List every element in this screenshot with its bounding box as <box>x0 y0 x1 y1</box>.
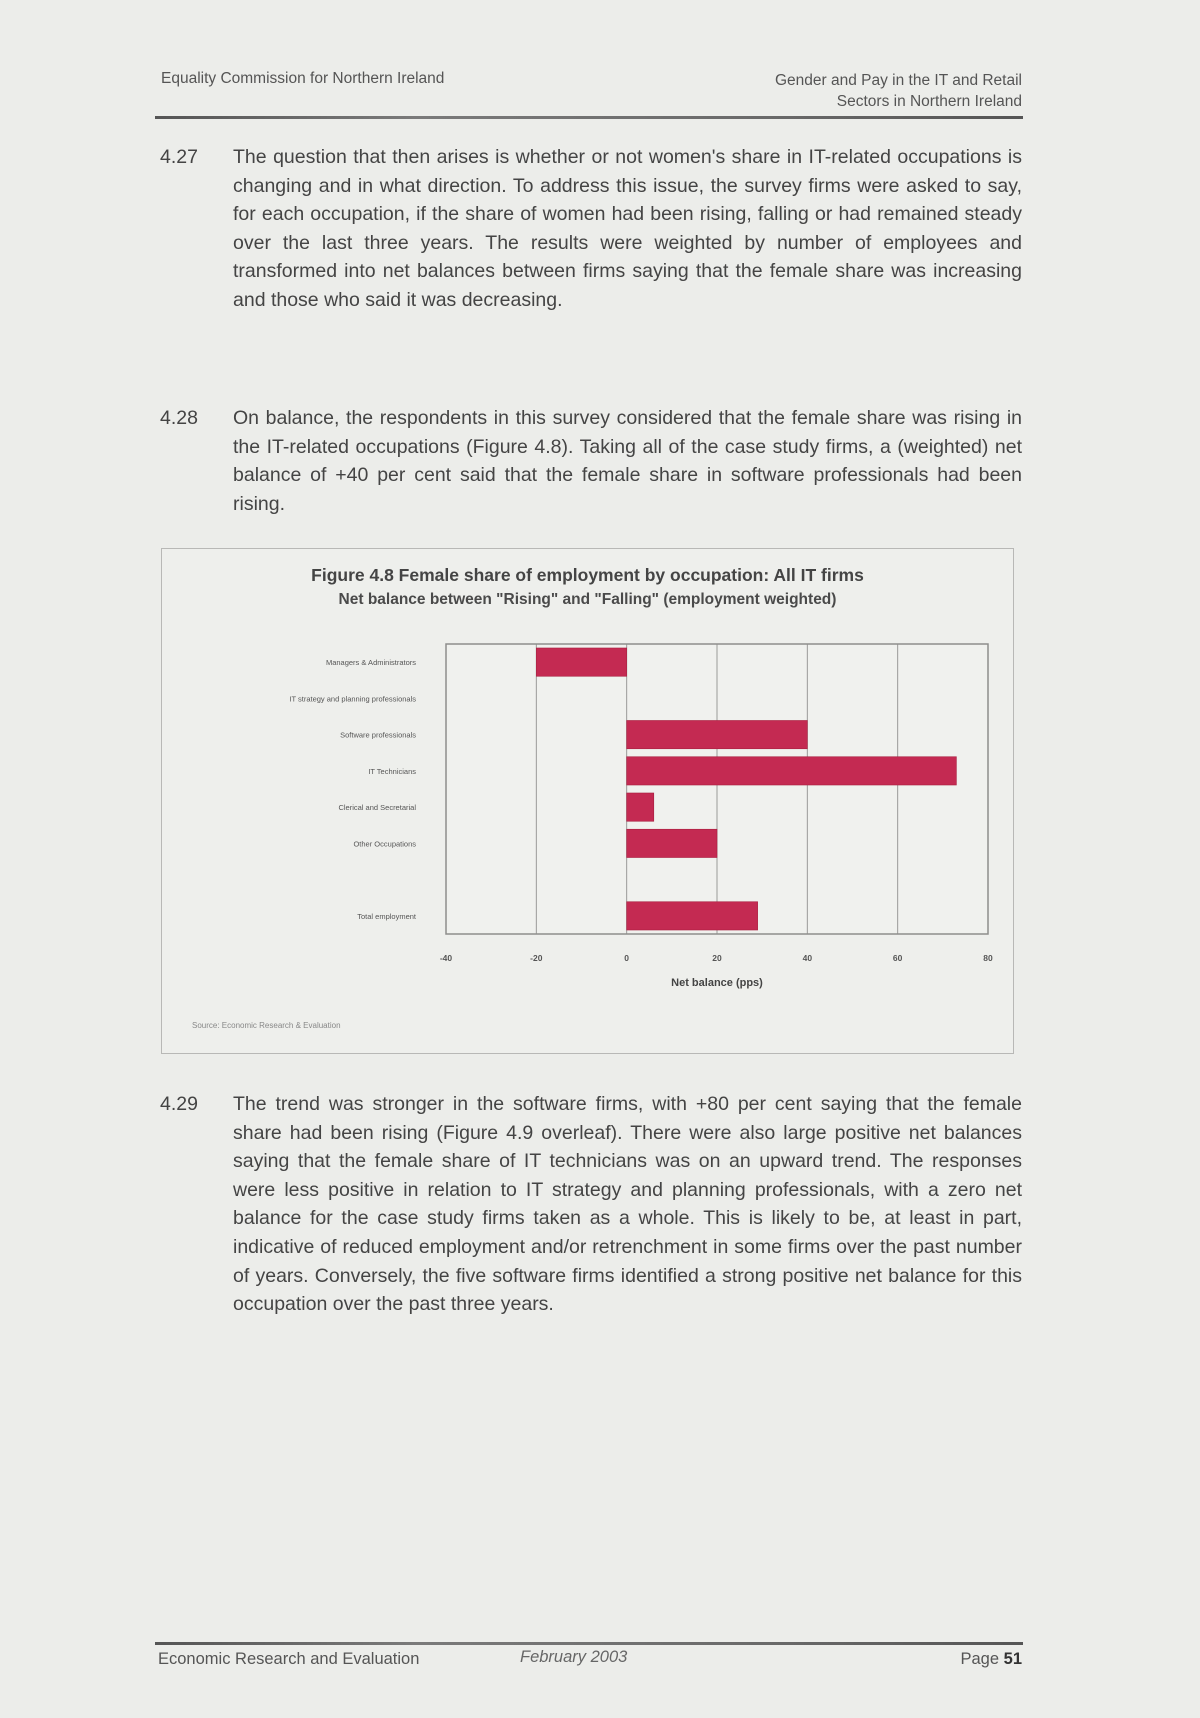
paragraph-number: 4.28 <box>160 407 198 429</box>
bar <box>627 829 717 857</box>
category-label: Managers & Administrators <box>325 658 416 668</box>
category-label: Total employment <box>357 911 416 921</box>
header-report-title-line1: Gender and Pay in the IT and Retail <box>774 72 1022 89</box>
bar <box>627 793 654 821</box>
paragraph-number: 4.27 <box>160 146 198 168</box>
header-organization: Equality Commission for Northern Ireland <box>161 70 445 87</box>
chart-title: Figure 4.8 Female share of employment by occupation: All IT firms <box>311 565 864 585</box>
x-tick-label: -40 <box>439 953 453 963</box>
x-tick-label: 0 <box>624 953 630 963</box>
paragraph-4-27 <box>160 143 1022 315</box>
bar <box>627 902 758 930</box>
header-report-title-line2: Sectors in Northern Ireland <box>836 93 1022 110</box>
paragraph-number: 4.29 <box>160 1093 198 1115</box>
paragraph-text: The trend was stronger in the software firms, with +80 per cent saying that the female share had been rising (Figure 4.9 overleaf). There were also large positive net balances saying that the female share of IT technicians was on an upward trend. The responses were less positive in relation to IT strategy and planning professionals, with a zero net balance for the case study firms taken as a whole. This is likely to be, at least in part, indicative of reduced employment and/or retrenchment in some firms over the past number of years. Conversely, the five software firms identified a strong positive net balance for this occupation over the past three years. <box>233 1093 1022 1316</box>
x-tick-label: 60 <box>892 953 903 963</box>
paragraph-4-28 <box>160 404 1022 518</box>
bar-chart <box>162 549 1013 1053</box>
bar <box>536 648 626 676</box>
paragraph-text: On balance, the respondents in this survey considered that the female share was rising in the IT-related occupations (Figure 4.8). Taking all of the case study firms, a (weighted) net balance of +40 per cent said that the female share in software professionals had been rising. <box>233 407 1022 515</box>
header-report-title <box>775 70 1022 112</box>
paragraph-text: The question that then arises is whether or not women's share in IT-related occupations is changing and in what direction. To address this issue, the survey firms were asked to say, for each occupation, if the share of women had been rising, falling or had remained steady over the last three years. The results were weighted by number of employees and transformed into net balances between firms saying that the female share was increasing and those who said it was decreasing. <box>233 146 1022 311</box>
x-tick-label: -20 <box>530 953 543 963</box>
header-divider <box>155 116 1023 119</box>
paragraph-4-29 <box>160 1090 1022 1319</box>
category-label: IT strategy and planning professionals <box>289 694 416 704</box>
x-axis-label: Net balance (pps) <box>671 977 763 989</box>
category-label: IT Technicians <box>368 766 416 776</box>
footer-divider <box>155 1642 1023 1645</box>
figure-4-8 <box>161 548 1014 1054</box>
x-tick-label: 20 <box>712 953 722 963</box>
bar <box>627 757 957 785</box>
footer-date: February 2003 <box>520 1648 628 1666</box>
footer-page <box>961 1650 1023 1669</box>
x-tick-label: 80 <box>983 953 993 963</box>
category-label: Clerical and Secretarial <box>338 803 416 813</box>
x-tick-label: 40 <box>802 953 813 963</box>
page-number: 51 <box>1003 1650 1022 1668</box>
bar <box>627 720 808 748</box>
chart-subtitle: Net balance between "Rising" and "Falling" (employment weighted) <box>338 591 837 608</box>
footer-author: Economic Research and Evaluation <box>158 1650 420 1668</box>
figure-source: Source: Economic Research & Evaluation <box>192 1021 341 1030</box>
category-label: Software professionals <box>340 730 416 740</box>
category-label: Other Occupations <box>353 839 416 849</box>
page-label: Page <box>960 1650 1000 1668</box>
